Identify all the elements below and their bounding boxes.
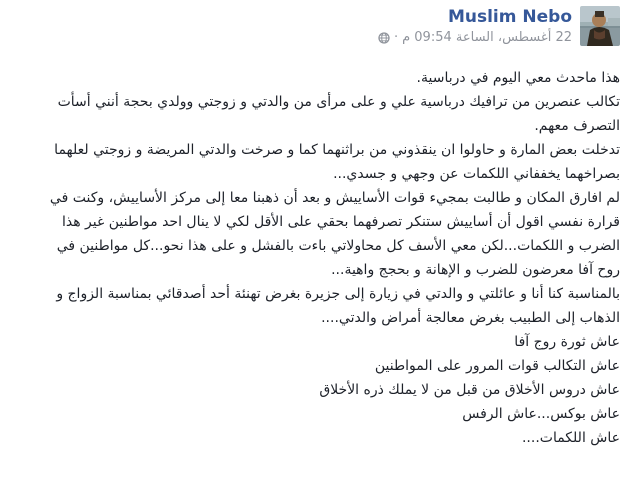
post-meta [378,29,572,47]
post-line: الضرب و اللكمات...لكن معي الأسف كل محاولاتي باءت بالفشل و على هذا نحو...كل مواطنين في [56,238,620,254]
post-line: الذهاب إلى الطبيب بغرض معالجة أمراض والدتي.... [321,310,620,326]
post-line: روح آفا معرضون للضرب و الإهانة و بحجج واهية... [331,262,620,278]
profile-photo [580,6,620,46]
author-name-link[interactable]: Muslim Nebo [447,7,572,27]
post-line: عاش بوكس...عاش الرفس [462,406,620,422]
post-line: قرارة نفسي اقول أن أساييش ستنكر تصرفهما بحقي على الأقل لكي لا ينال احد مواطنين غير هذا [61,214,620,230]
post-timestamp[interactable]: 22 أغسطس، الساعة 09:54 م [402,30,572,45]
post-line: هذا ماحدث معي اليوم في درباسية. [416,70,620,86]
header-text [378,6,572,47]
post-line: عاش التكالب قوات المرور على المواطنين [374,358,620,374]
post-line: عاش دروس الأخلاق من قبل من لا يملك ذره الأخلاق [319,382,620,398]
post-header [10,6,620,50]
post-line: عاش اللكمات.... [521,430,620,446]
post-line: بالمناسبة كنا أنا و عائلتي و والدتي في زيارة إلى جزيرة بغرض تهنئة أحد أصدقائي بمناسبة الزواج و [56,286,620,302]
post-body [10,66,620,450]
post-line: بصراخهما يخففاني اللكمات عن وجهي و جسدي... [333,166,620,182]
post-line: لم افارق المكان و طالبت بمجيء قوات الأساييش و بعد أن ذهبنا معا إلى مركز الأساييش، وكنت في [49,190,620,206]
globe-icon [378,32,390,44]
post-line: عاش ثورة روج آفا [514,334,620,350]
post-line: التصرف معهم. [534,118,620,134]
meta-separator: · [393,30,399,45]
avatar[interactable] [580,6,620,46]
post-line: تدخلت بعض المارة و حاولوا ان ينقذوني من براثنهما كما و صرخت والدتي المريضة و زوجتي لعلهما [54,142,620,158]
post-line: تكالب عنصرين من ترافيك درباسية علي و على مرأى من والدتي و زوجتي وولدي بحجة أنني أسأت [57,94,620,110]
